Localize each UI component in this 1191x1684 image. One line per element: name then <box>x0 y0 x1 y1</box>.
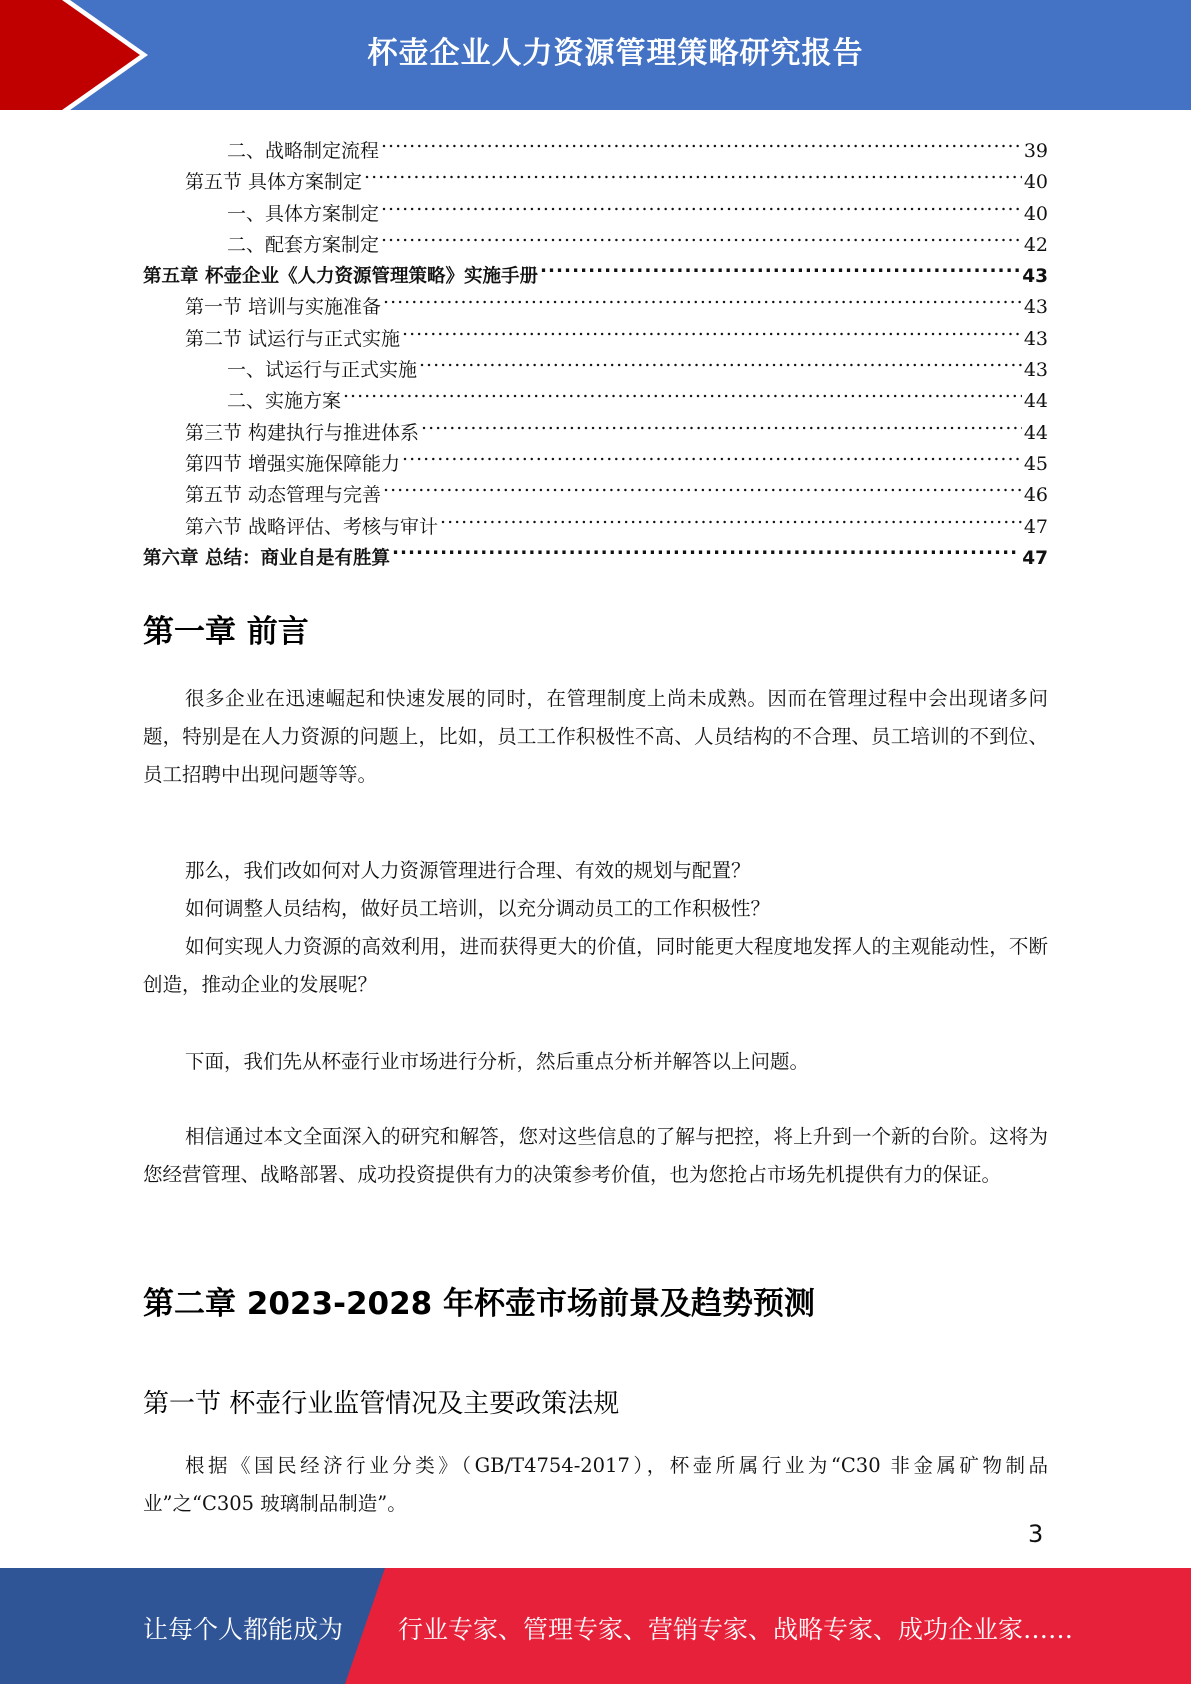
toc-entry-title: 第三节 构建执行与推进体系 <box>185 421 420 444</box>
toc-entry-page: 47 <box>1023 515 1048 538</box>
toc-dot-leader <box>402 439 1022 470</box>
toc-entry-title: 第五节 动态管理与完善 <box>185 484 382 507</box>
toc-entry-title: 第二节 试运行与正式实施 <box>185 327 401 350</box>
page-number: 3 <box>1028 1520 1044 1548</box>
chapter-2-heading: 第二章 2023-2028 年杯壶市场前景及趋势预测 <box>143 1286 816 1322</box>
header-title: 杯壶企业人力资源管理策略研究报告 <box>367 36 864 71</box>
footer-slogan-right: 行业专家、管理专家、营销专家、战略专家、成功企业家…… <box>398 1615 1074 1644</box>
toc-entry-title: 二、战略制定流程 <box>227 140 380 162</box>
toc-dot-leader <box>402 314 1022 345</box>
toc-dot-leader <box>419 345 1022 376</box>
table-of-contents <box>143 126 1048 569</box>
toc-entry-page: 40 <box>1023 171 1048 194</box>
section-1-heading: 第一节 杯壶行业监管情况及主要政策法规 <box>143 1389 620 1419</box>
toc-dot-leader <box>540 251 1020 282</box>
toc-entry-title: 一、试运行与正式实施 <box>227 359 418 382</box>
intro-question-1: 那么，我们改如何对人力资源管理进行合理、有效的规划与配置？ <box>185 859 751 882</box>
toc-entry-title: 第五节 具体方案制定 <box>185 171 363 194</box>
toc-entry-page: 43 <box>1023 359 1048 382</box>
toc-entry-page: 43 <box>1023 327 1048 350</box>
toc-dot-leader <box>421 408 1022 439</box>
page-footer <box>0 1568 1191 1684</box>
page-header <box>0 0 1191 110</box>
toc-entry-page: 47 <box>1022 547 1048 569</box>
toc-entry-title: 第六章 总结：商业自是有胜算 <box>143 547 390 569</box>
toc-entry-page: 43 <box>1023 296 1048 319</box>
toc-entry-page: 44 <box>1023 421 1048 444</box>
toc-dot-leader <box>381 220 1022 251</box>
intro-question-3: 如何实现人力资源的高效利用，进而获得更大的价值，同时能更大程度地发挥人的主观能动性，不断创造，推动企业的发展呢？ <box>143 935 1048 996</box>
toc-entry-page: 39 <box>1023 140 1048 162</box>
toc-entry-page: 42 <box>1023 233 1048 256</box>
intro-question-2: 如何调整人员结构，做好员工培训，以充分调动员工的工作积极性？ <box>185 897 771 920</box>
section-1-paragraph: 根据《国民经济行业分类》（GB/T4754-2017），杯壶所属行业为“C30 非金属矿物制品业”之“C305 玻璃制品制造”。 <box>143 1454 1048 1515</box>
toc-dot-leader <box>343 376 1022 407</box>
toc-entry-title: 第一节 培训与实施准备 <box>185 296 382 319</box>
toc-dot-leader <box>440 502 1022 533</box>
chapter-1-heading: 第一章 前言 <box>143 614 309 650</box>
toc-entry-title: 第六节 战略评估、考核与审计 <box>185 515 439 538</box>
toc-entry[interactable] <box>143 126 1048 162</box>
toc-entry-page: 44 <box>1023 390 1048 413</box>
footer-slogan-left: 让每个人都能成为 <box>143 1615 344 1644</box>
toc-entry-title: 第五章 杯壶企业《人力资源管理策略》实施手册 <box>143 266 538 288</box>
toc-dot-leader <box>383 470 1022 501</box>
toc-entry-page: 45 <box>1023 452 1048 475</box>
toc-dot-leader <box>383 282 1022 313</box>
intro-paragraph-1: 很多企业在迅速崛起和快速发展的同时，在管理制度上尚未成熟。因而在管理过程中会出现诸多问题，特别是在人力资源的问题上，比如，员工工作积极性不高、人员结构的不合理、员工培训的不到位、员工招聘中出现问题等等。 <box>143 687 1048 786</box>
toc-dot-leader <box>392 533 1020 564</box>
toc-dot-leader <box>364 157 1022 188</box>
toc-entry-page: 40 <box>1023 202 1048 225</box>
toc-entry-page: 46 <box>1023 484 1048 507</box>
toc-entry-page: 43 <box>1022 266 1048 288</box>
intro-paragraph-conclusion: 相信通过本文全面深入的研究和解答，您对这些信息的了解与把控，将上升到一个新的台阶。这将为您经营管理、战略部署、成功投资提供有力的决策参考价值，也为您抢占市场先机提供有力的保证。 <box>143 1125 1048 1186</box>
toc-dot-leader <box>381 126 1022 157</box>
toc-entry-title: 二、实施方案 <box>227 390 342 413</box>
toc-entry-title: 一、具体方案制定 <box>227 202 380 225</box>
toc-entry-title: 二、配套方案制定 <box>227 233 380 256</box>
intro-paragraph-next: 下面，我们先从杯壶行业市场进行分析，然后重点分析并解答以上问题。 <box>185 1050 810 1073</box>
toc-entry-title: 第四节 增强实施保障能力 <box>185 452 401 475</box>
toc-dot-leader <box>381 189 1022 220</box>
